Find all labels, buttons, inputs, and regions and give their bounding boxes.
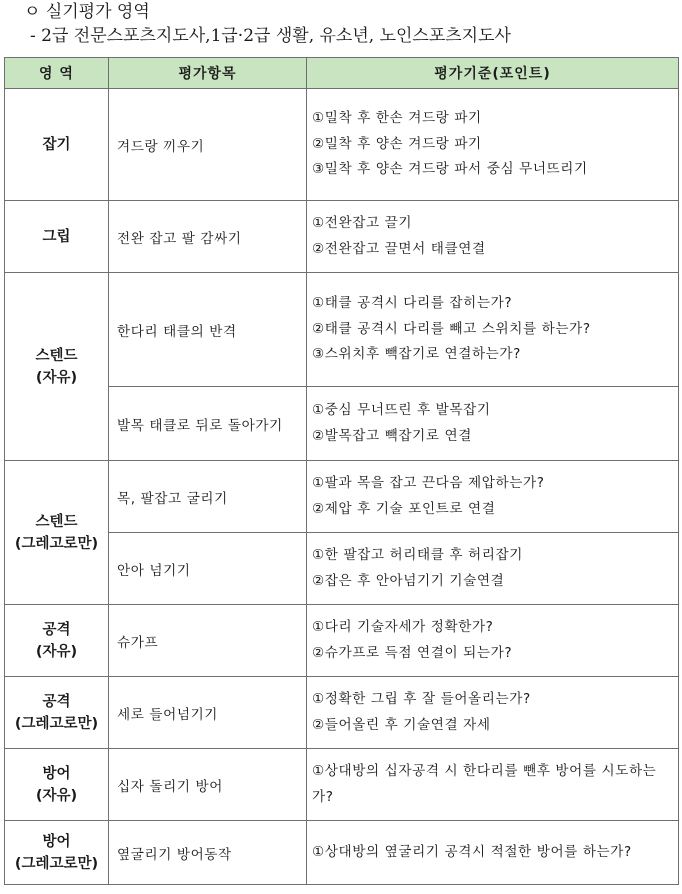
item-cell: 전완 잡고 팔 감싸기 (109, 201, 307, 273)
criteria-line: ②잡은 후 안아넘기기 기술연결 (312, 572, 505, 589)
item-cell: 발목 태클로 뒤로 돌아가기 (109, 387, 307, 461)
area-label: 공격 (42, 621, 71, 638)
criteria-line: ①상대방의 십자공격 시 한다리를 뺀후 방어를 시도하는가? (312, 763, 657, 805)
item-cell: 옆굴리기 방어동작 (109, 821, 307, 885)
criteria-line: ①팔과 목을 잡고 끈다음 제압하는가? (312, 475, 545, 491)
area-cell (5, 273, 109, 461)
criteria-cell (307, 201, 679, 273)
section-heading: ㅇ 실기평가 영역 (24, 2, 150, 22)
area-label: 스텐드 (35, 513, 78, 530)
area-label: 방어 (42, 765, 71, 782)
item-cell: 안아 넘기기 (109, 533, 307, 605)
table-row (5, 749, 679, 821)
area-cell (5, 201, 109, 273)
item-cell: 슈가프 (109, 605, 307, 677)
area-label: (자유) (35, 787, 78, 804)
area-label: (자유) (35, 643, 78, 660)
area-label: 방어 (42, 833, 71, 850)
area-label: 공격 (42, 693, 71, 710)
area-label: (자유) (35, 369, 78, 386)
column-header-item: 평가항목 (109, 58, 307, 89)
criteria-line: ②밀착 후 양손 겨드랑 파기 (312, 135, 482, 152)
column-header-criteria: 평가기준(포인트) (307, 58, 679, 89)
area-cell (5, 821, 109, 885)
area-label: 그립 (42, 228, 71, 245)
area-label: (그레고로만) (14, 535, 99, 552)
area-label: 스텐드 (35, 347, 78, 364)
area-label: 잡기 (42, 136, 71, 153)
item-cell: 겨드랑 끼우기 (109, 89, 307, 201)
area-cell (5, 749, 109, 821)
item-cell: 세로 들어넘기기 (109, 677, 307, 749)
table-row (5, 461, 679, 533)
criteria-line: ①다리 기술자세가 정확한가? (312, 619, 494, 635)
table-row (5, 273, 679, 387)
criteria-line: ①상대방의 옆굴리기 공격시 적절한 방어를 하는가? (312, 843, 632, 860)
criteria-cell (307, 89, 679, 201)
criteria-cell (307, 533, 679, 605)
table-row (5, 201, 679, 273)
column-header-area: 영 역 (5, 58, 109, 89)
criteria-line: ②태클 공격시 다리를 빼고 스위치를 하는가? (312, 320, 591, 337)
table-body (5, 89, 679, 885)
criteria-line: ③스위치후 빽잡기로 연결하는가? (312, 346, 521, 363)
criteria-cell (307, 821, 679, 885)
criteria-cell (307, 461, 679, 533)
area-cell (5, 677, 109, 749)
criteria-line: ②제압 후 기술 포인트로 연결 (312, 500, 496, 517)
criteria-line: ①한 팔잡고 허리태클 후 허리잡기 (312, 547, 523, 563)
criteria-line: ①태클 공격시 다리를 잡히는가? (312, 295, 513, 312)
table-row (5, 89, 679, 201)
table-row (5, 677, 679, 749)
area-cell (5, 605, 109, 677)
area-cell (5, 461, 109, 605)
area-label: (그레고로만) (14, 855, 99, 872)
evaluation-table (4, 57, 679, 885)
criteria-cell (307, 387, 679, 461)
table-row (5, 821, 679, 885)
criteria-line: ①전완잡고 끌기 (312, 215, 413, 231)
criteria-line: ②전완잡고 끌면서 태클연결 (312, 240, 486, 257)
table-row (5, 605, 679, 677)
table-header-row (5, 58, 679, 89)
area-cell (5, 89, 109, 201)
criteria-line: ②발목잡고 빽잡기로 연결 (312, 427, 472, 444)
item-cell: 한다리 태클의 반격 (109, 273, 307, 387)
criteria-cell (307, 605, 679, 677)
item-cell: 십자 돌리기 방어 (109, 749, 307, 821)
criteria-cell (307, 677, 679, 749)
criteria-line: ②슈가프로 득점 연결이 되는가? (312, 644, 513, 661)
criteria-line: ①중심 무너뜨린 후 발목잡기 (312, 402, 491, 418)
criteria-cell (307, 749, 679, 821)
area-label: (그레고로만) (14, 715, 99, 732)
criteria-cell (307, 273, 679, 387)
criteria-line: ①밀착 후 한손 겨드랑 파기 (312, 110, 482, 127)
item-cell: 목, 팔잡고 굴리기 (109, 461, 307, 533)
criteria-line: ③밀착 후 양손 겨드랑 파서 중심 무너뜨리기 (312, 161, 588, 178)
section-subheading: - 2급 전문스포츠지도사,1급·2급 생활, 유소년, 노인스포츠지도사 (30, 26, 511, 46)
criteria-line: ①정확한 그립 후 잘 들어올리는가? (312, 691, 531, 707)
criteria-line: ②들어올린 후 기술연결 자세 (312, 716, 491, 733)
